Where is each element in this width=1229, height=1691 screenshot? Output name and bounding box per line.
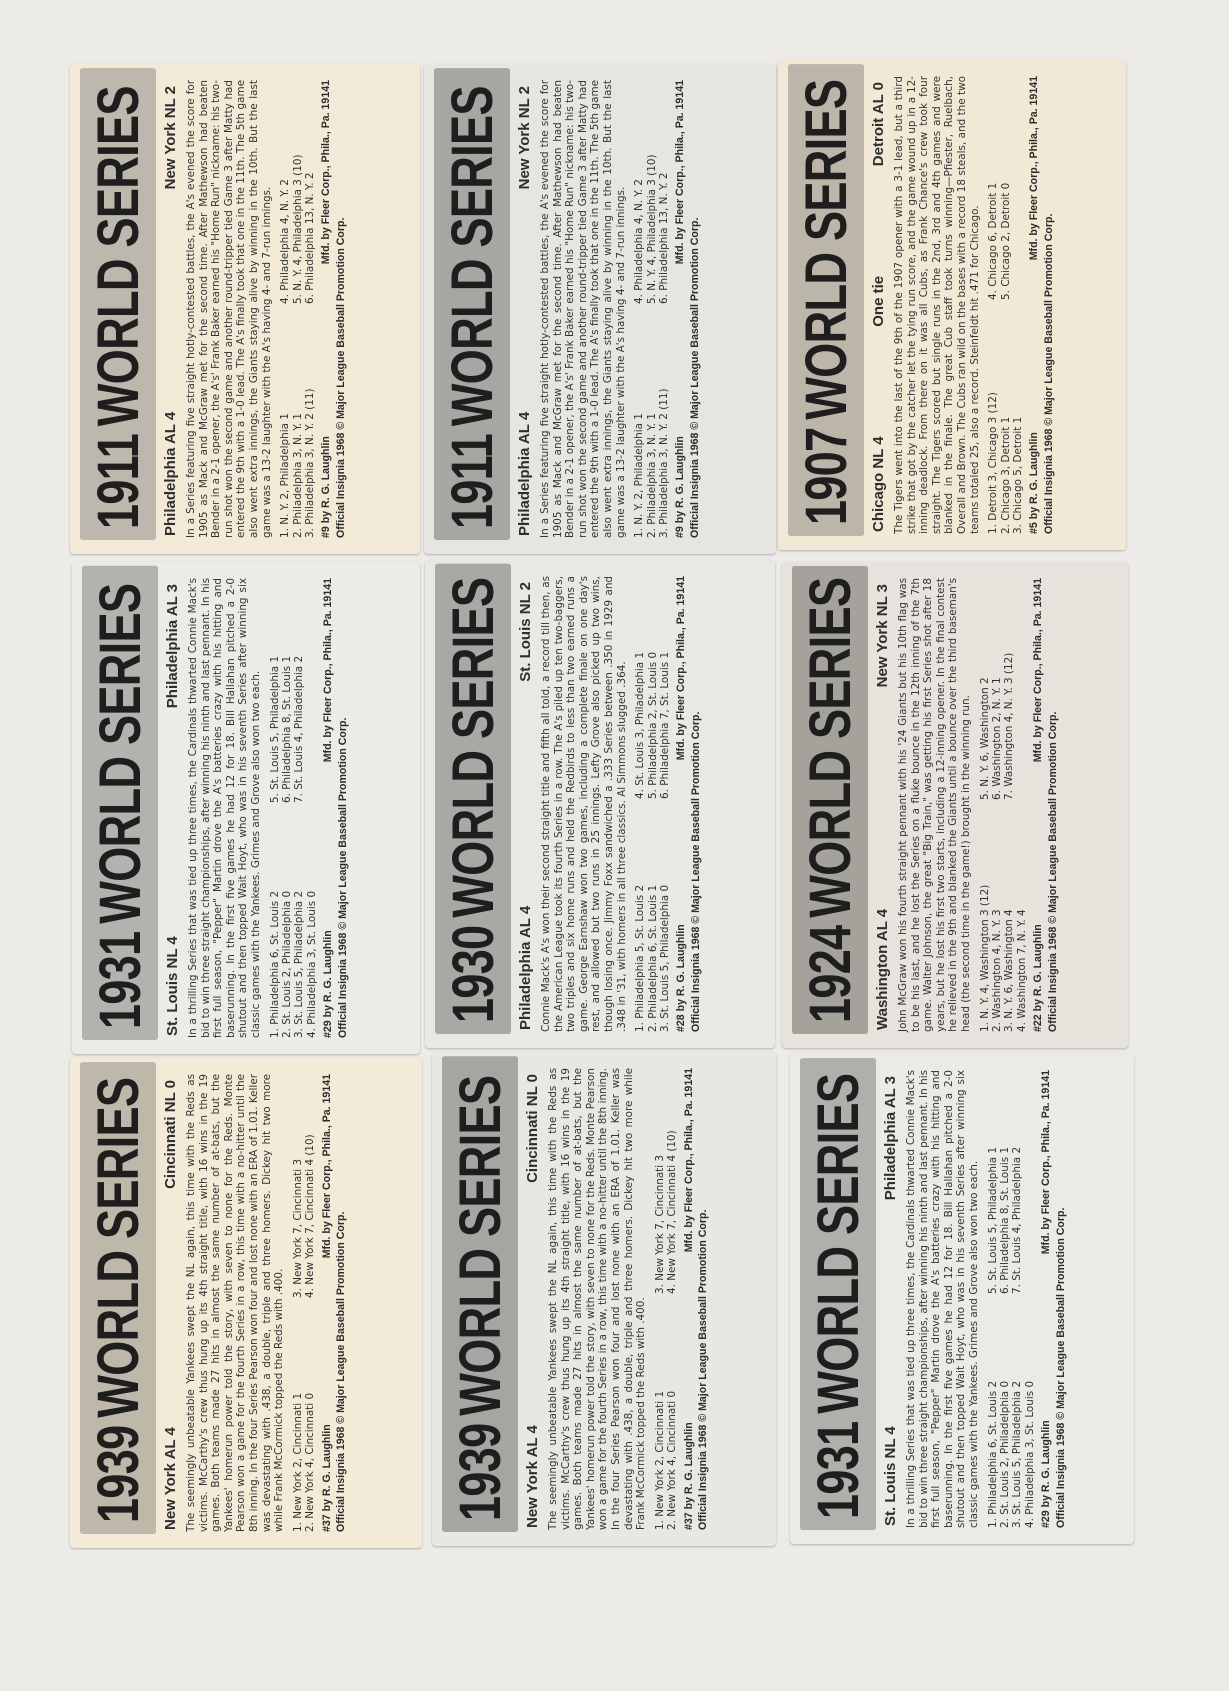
game-score: 4. Chicago 6, Detroit 1 <box>987 182 1000 300</box>
baseball-card <box>782 562 1128 1048</box>
game-score: 3. St. Louis 5, Philadelphia 0 <box>658 884 671 1032</box>
copyright-text: Official Insignia 1968 © Major League Baseball Promotion Corp. <box>334 217 347 538</box>
card-back-rotated <box>425 560 775 1048</box>
tie-note: One tie <box>870 275 887 327</box>
artist-credit: #5 by R. G. Laughlin <box>1028 432 1041 534</box>
game-scores <box>269 578 319 1038</box>
game-score: 2. Washington 4, N. Y. 3 <box>990 909 1003 1032</box>
card-credit <box>683 1068 696 1530</box>
team-results <box>870 82 887 532</box>
artist-credit: #37 by R. G. Laughlin <box>320 1424 333 1532</box>
winning-team: Washington AL 4 <box>874 908 891 1030</box>
losing-team: Detroit AL 0 <box>870 82 887 167</box>
series-year: 1939 <box>447 1423 513 1522</box>
card-back-rotated <box>790 1054 1134 1544</box>
copyright-line <box>337 578 350 1038</box>
series-title: WORLD SERIES <box>87 583 153 924</box>
game-score: 1. New York 2, Cincinnati 1 <box>653 1390 666 1530</box>
card-credit <box>675 576 688 1032</box>
card-back-rotated <box>72 562 420 1054</box>
game-scores <box>633 80 670 538</box>
winning-team: Philadelphia AL 4 <box>517 905 534 1030</box>
copyright-line <box>690 576 703 1032</box>
game-score: 3. St. Louis 5, Philadelphia 2 <box>1011 1380 1024 1528</box>
series-summary: In a Series featuring five straight hotly-contested battles, the A's evened the score for 1905 as Mack and McGraw met for the second time. After Mathewson had beaten Bender in a 2-1 opener, the A's' Frank Baker earned his "Home Run" nickname: his two-run shot won the second game and another round-tripper tied Game 3 after Matty had entered the 9th with a 1-0 lead. The A's finally took that one in the 11th. The 5th game also went extra innings, the Giants staying alive by winning in the 10th. But the last game was a 13-2 laughter with the A's having 4- and 7-run innings. <box>185 80 273 538</box>
card-credit <box>1032 578 1045 1032</box>
team-results <box>516 86 533 536</box>
manufacturer-credit: Mfd. by Fleer Corp., Phila., Pa. 19141 <box>674 80 687 265</box>
card-title-banner <box>80 68 156 540</box>
card-back-rotated <box>70 64 420 554</box>
game-score: 3. N. Y. 6, Washington 4 <box>1003 909 1016 1032</box>
game-score: 2. Philadelphia 3, N. Y. 1 <box>291 413 304 538</box>
card-back-rotated <box>778 60 1126 550</box>
series-year: 1939 <box>85 1425 151 1524</box>
baseball-card <box>790 1054 1134 1544</box>
copyright-line <box>335 80 348 538</box>
game-score: 7. St. Louis 4, Philadelphia 2 <box>293 655 306 803</box>
card-credit <box>321 1074 334 1532</box>
copyright-text: Official Insignia 1968 © Major League Baseball Promotion Corp. <box>689 711 702 1032</box>
game-score: 2. St. Louis 2, Philadelphia 0 <box>998 1380 1011 1528</box>
copyright-text: Official Insignia 1968 © Major League Baseball Promotion Corp. <box>688 217 701 538</box>
manufacturer-credit: Mfd. by Fleer Corp., Phila., Pa. 19141 <box>320 1074 333 1259</box>
losing-team: Cincinnati NL 0 <box>524 1074 541 1183</box>
series-title: WORLD SERIES <box>85 1077 151 1418</box>
artist-credit: #9 by R. G. Laughlin <box>320 436 333 538</box>
winning-team: St. Louis NL 4 <box>882 1426 899 1526</box>
team-results <box>874 584 891 1030</box>
team-results <box>162 1080 179 1530</box>
series-summary: In a Series featuring five straight hotly-contested battles, the A's evened the score for 1905 as Mack and McGraw met for the second time. After Mathewson had beaten Bender in a 2-1 opener, the A's' Frank Baker earned his "Home Run" nickname: his two-run shot won the second game and another round-tripper tied Game 3 after Matty had entered the 9th with a 1-0 lead. The A's finally took that one in the 11th. The 5th game also went extra innings, the Giants staying alive by winning in the 10th. But the last game was a 13-2 laughter with the A's having 4- and 7-run innings. <box>539 80 627 538</box>
game-score: 6. Philadelphia 8, St. Louis 1 <box>280 655 293 803</box>
game-score: 6. Philadelphia 13, N. Y. 2 <box>657 172 670 304</box>
losing-team: St. Louis NL 2 <box>517 582 534 682</box>
game-score: 1. Philadelphia 6, St. Louis 2 <box>268 890 281 1038</box>
baseball-card <box>72 562 420 1054</box>
game-scores <box>987 76 1024 534</box>
game-score: 3. St. Louis 5, Philadelphia 2 <box>293 890 306 1038</box>
team-results <box>162 86 179 536</box>
manufacturer-credit: Mfd. by Fleer Corp., Phila., Pa. 19141 <box>1040 1070 1053 1255</box>
artist-credit: #9 by R. G. Laughlin <box>674 436 687 538</box>
series-summary: The seemingly unbeatable Yankees swept the NL again, this time with the Reds as victims. McCarthy's crew thus hung up its 4th straight title, with 16 wins in the 19 games. Both teams made 27 hits in almost the same number of at-bats, but the Yankees' homerun power told the story, with seven to none for the Reds. Monte Pearson won a game for the fourth Series in a row, this time with a no-hitter until the 8th inning. In the four Series Pearson won four and lost none with an ERA of 1.01. Keller was devastating with .438, a double, triple and three homers. Dickey hit two more while Frank McCormick topped the Reds with .400. <box>547 1068 648 1530</box>
series-year: 1930 <box>440 925 506 1024</box>
game-score: 3. Philadelphia 3, N. Y. 2 (11) <box>303 388 316 538</box>
losing-team: Cincinnati NL 0 <box>162 1080 179 1189</box>
series-year: 1924 <box>797 925 863 1024</box>
game-score: 2. New York 4, Cincinnati 0 <box>304 1392 317 1532</box>
card-title-banner <box>434 68 510 540</box>
series-summary: The seemingly unbeatable Yankees swept the NL again, this time with the Reds as victims. McCarthy's crew thus hung up its 4th straight title, with 16 wins in the 19 games. Both teams made 27 hits in almost the same number of at-bats, but the Yankees' homerun power told the story, with seven to none for the Reds. Monte Pearson won a game for the fourth Series in a row, this time with a no-hitter until the 8th inning. In the four Series Pearson won four and lost none with an ERA of 1.01. Keller was devastating with .438, a double, triple and three homers. Dickey hit two more while Frank McCormick topped the Reds with .400. <box>185 1074 286 1532</box>
series-title: WORLD SERIES <box>440 577 506 918</box>
team-results <box>164 584 181 1036</box>
series-year: 1907 <box>793 427 859 526</box>
game-score: 4. Washington 7, N. Y. 4 <box>1015 909 1028 1032</box>
game-score: 6. Philadelphia 13, N. Y. 2 <box>303 172 316 304</box>
artist-credit: #22 by R. G. Laughlin <box>1032 924 1045 1032</box>
series-summary: Connie Mack's A's won their second straight title and fifth all told, a record till then, as the American League took its fourth Series in a row. The A's piled up ten two-baggers, two triples and six home runs and held the Redbirds to less than two earned runs a game. George Earnshaw won two games, including a complete finale on one day's rest, and allowed but two runs in 25 innings. Lefty Grove also picked up two wins, though losing once. Jimmy Foxx sandwiched a .333 Series between .350 in 1929 and .348 in '31, with homers in all three classics. Al Simmons slugged .364. <box>540 576 628 1032</box>
artist-credit: #29 by R. G. Laughlin <box>322 930 335 1038</box>
team-results <box>517 582 534 1030</box>
game-score: 4. New York 7, Cincinnati 4 (10) <box>304 1134 317 1298</box>
artist-credit: #29 by R. G. Laughlin <box>1040 1420 1053 1528</box>
game-score: 6. Washington 2, N. Y. 1 <box>990 677 1003 800</box>
losing-team: New York NL 2 <box>516 86 533 190</box>
series-summary: John McGraw won his fourth straight pennant with his '24 Giants but his 10th flag was to be his last, and he lost the Series on a fluke bounce in the 12th inning of the 7th game. Walter Johnson, the great "Big Train," was getting his first Series shot after 18 years, but he lost his first two starts, including a 12-inning opener. In the final contest he relieved in the 9th and blanked the Giants until a bounce over the third baseman's head (the second time in the game!) brought in the winning run. <box>897 578 972 1032</box>
copyright-text: Official Insignia 1968 © Major League Baseball Promotion Corp. <box>697 1209 710 1530</box>
game-score: 6. Philadelphia 8, St. Louis 1 <box>998 1146 1011 1294</box>
card-title-banner <box>82 566 158 1040</box>
game-score: 1. Detroit 3, Chicago 3 (12) <box>987 392 1000 534</box>
game-score: 1. N. Y. 2, Philadelphia 1 <box>633 413 646 538</box>
card-title-banner <box>442 1056 518 1532</box>
game-score <box>1016 578 1028 800</box>
copyright-line <box>335 1074 348 1532</box>
game-score: 4. Philadelphia 4, N. Y. 2 <box>633 179 646 304</box>
game-score <box>1024 1070 1036 1294</box>
game-score: 2. Chicago 3, Detroit 1 <box>999 416 1012 534</box>
series-summary: In a thrilling Series that was tied up three times, the Cardinals thwarted Connie Mack's bid to win three straight championships, after winning his ninth and last pennant. In his first full season, "Pepper" Martin drove the A's batteries crazy with his hitting and baserunning. In the first five games he had 12 for 18. Bill Hallahan pitched a 2-0 shutout and then topped Wait Hoyt, who was in his seventh Series after winning six classic games with the Yankees. Grimes and Grove also won two each. <box>905 1070 980 1528</box>
winning-team: Chicago NL 4 <box>870 436 887 532</box>
series-year: 1931 <box>805 1421 871 1520</box>
series-title: WORLD SERIES <box>85 86 151 427</box>
game-score: 1. Philadelphia 5, St. Louis 2 <box>634 884 647 1032</box>
game-scores <box>654 1068 679 1530</box>
losing-team: Philadelphia AL 3 <box>164 584 181 709</box>
manufacturer-credit: Mfd. by Fleer Corp., Phila., Pa. 19141 <box>675 576 688 761</box>
baseball-card <box>778 60 1126 550</box>
game-score: 7. St. Louis 4, Philadelphia 2 <box>1011 1146 1024 1294</box>
series-title: WORLD SERIES <box>805 1073 871 1414</box>
game-score: 2. Philadelphia 3, N. Y. 1 <box>645 413 658 538</box>
game-scores <box>979 578 1029 1032</box>
copyright-text: Official Insignia 1968 © Major League Baseball Promotion Corp. <box>336 717 349 1038</box>
game-scores <box>987 1070 1037 1528</box>
losing-team: Philadelphia AL 3 <box>882 1076 899 1201</box>
winning-team: St. Louis NL 4 <box>164 936 181 1036</box>
game-scores <box>292 1074 317 1532</box>
game-score: 2. New York 4, Cincinnati 0 <box>666 1390 679 1530</box>
game-score: 2. Philadelphia 6, St. Louis 1 <box>646 884 659 1032</box>
manufacturer-credit: Mfd. by Fleer Corp., Phila., Pa. 19141 <box>682 1068 695 1253</box>
card-title-banner <box>792 566 868 1034</box>
game-score: 4. New York 7, Cincinnati 4 (10) <box>666 1130 679 1294</box>
baseball-card <box>432 1052 776 1546</box>
game-score: 3. Philadelphia 3, N. Y. 2 (11) <box>657 388 670 538</box>
game-score: 1. N. Y. 4, Washington 3 (12) <box>978 884 991 1032</box>
card-title-banner <box>80 1062 156 1534</box>
game-score: 5. N. Y. 4, Philadelphia 3 (10) <box>291 154 304 304</box>
card-title-banner <box>788 64 864 536</box>
game-score: 3. New York 7, Cincinnati 3 <box>653 1154 666 1294</box>
game-score: 5. St. Louis 5, Philadelphia 1 <box>268 655 281 803</box>
manufacturer-credit: Mfd. by Fleer Corp., Phila., Pa. 19141 <box>322 578 335 763</box>
game-score: 7. Washington 4, N. Y. 3 (12) <box>1003 652 1016 800</box>
copyright-line <box>1047 578 1060 1032</box>
winning-team: New York AL 4 <box>162 1427 179 1530</box>
card-credit <box>320 80 333 538</box>
winning-team: Philadelphia AL 4 <box>516 411 533 536</box>
series-title: WORLD SERIES <box>439 86 505 427</box>
card-credit <box>322 578 335 1038</box>
copyright-text: Official Insignia 1968 © Major League Baseball Promotion Corp. <box>1042 213 1055 534</box>
copyright-text: Official Insignia 1968 © Major League Baseball Promotion Corp. <box>1054 1207 1067 1528</box>
game-score: 1. Philadelphia 6, St. Louis 2 <box>986 1380 999 1528</box>
copyright-line <box>689 80 702 538</box>
series-title: WORLD SERIES <box>797 577 863 918</box>
game-score: 4. Philadelphia 4, N. Y. 2 <box>279 179 292 304</box>
series-year: 1911 <box>439 434 505 530</box>
card-credit <box>1028 76 1041 534</box>
game-score: 5. Philadelphia 2, St. Louis 0 <box>646 651 659 799</box>
series-title: WORLD SERIES <box>447 1075 513 1416</box>
copyright-line <box>1055 1070 1068 1528</box>
game-score: 6. Philadelphia 7, St. Louis 1 <box>658 651 671 799</box>
artist-credit: #37 by R. G. Laughlin <box>682 1422 695 1530</box>
copyright-line <box>697 1068 710 1530</box>
copyright-text: Official Insignia 1968 © Major League Baseball Promotion Corp. <box>1046 711 1059 1032</box>
game-score: 1. New York 2, Cincinnati 1 <box>291 1392 304 1532</box>
game-score: 4. Philadelphia 3, St. Louis 0 <box>305 890 318 1038</box>
game-score <box>306 578 318 803</box>
winning-team: Philadelphia AL 4 <box>162 411 179 536</box>
game-score: 5. St. Louis 5, Philadelphia 1 <box>986 1146 999 1294</box>
game-score: 1. N. Y. 2, Philadelphia 1 <box>279 413 292 538</box>
losing-team: New York NL 2 <box>162 86 179 190</box>
card-title-banner <box>800 1058 876 1530</box>
game-scores <box>634 576 671 1032</box>
series-year: 1911 <box>85 434 151 530</box>
game-score: 5. Chicago 2, Detroit 0 <box>999 182 1012 300</box>
game-score: 2. St. Louis 2, Philadelphia 0 <box>280 890 293 1038</box>
copyright-text: Official Insignia 1968 © Major League Baseball Promotion Corp. <box>335 1211 348 1532</box>
copyright-line <box>1043 76 1056 534</box>
baseball-card <box>70 1058 422 1548</box>
game-score: 5. N. Y. 4, Philadelphia 3 (10) <box>645 154 658 304</box>
card-back-rotated <box>424 64 776 554</box>
game-score: 3. Chicago 5, Detroit 1 <box>1011 416 1024 534</box>
series-summary: In a thrilling Series that was tied up three times, the Cardinals thwarted Connie Mack's bid to win three straight championships, after winning his ninth and last pennant. In his first full season, "Pepper" Martin drove the A's batteries crazy with his hitting and baserunning. In the first five games he had 12 for 18. Bill Hallahan pitched a 2-0 shutout and then topped Wait Hoyt, who was in his seventh Series after winning six classic games with the Yankees. Grimes and Grove also won two each. <box>187 578 262 1038</box>
card-back-rotated <box>432 1052 776 1546</box>
card-title-banner <box>435 564 511 1034</box>
baseball-card <box>424 64 776 554</box>
baseball-card <box>70 64 420 554</box>
losing-team: New York NL 3 <box>874 584 891 688</box>
game-score: 4. Philadelphia 3, St. Louis 0 <box>1023 1380 1036 1528</box>
winning-team: New York AL 4 <box>524 1425 541 1528</box>
manufacturer-credit: Mfd. by Fleer Corp., Phila., Pa. 19141 <box>1032 578 1045 763</box>
team-results <box>882 1076 899 1526</box>
game-scores <box>279 80 316 538</box>
game-score: 3. New York 7, Cincinnati 3 <box>291 1158 304 1298</box>
card-credit <box>1040 1070 1053 1528</box>
series-summary: The Tigers went into the last of the 9th of the 1907 opener with a 3-1 lead, but a third strike that got by the catcher let the tying run score, and the game wound up in a 12-inning deadlock. From there on it was all Cubs, as Frank Chance's crew took four straight. The Tigers scored but single runs in the 2nd, 3rd and 4th games and were blanked in the finale. The great Cub staff took turns winning—Pfiester, Ruelbach, Overall and Brown. The Cubs ran wild on the bases with a record 18 steals, and the two teams totaled 25, also a record. Steinfeldt hit .471 for Chicago. <box>893 76 981 534</box>
artist-credit: #28 by R. G. Laughlin <box>675 924 688 1032</box>
team-results <box>524 1074 541 1528</box>
card-credit <box>674 80 687 538</box>
series-year: 1931 <box>87 931 153 1030</box>
game-score: 5. N. Y. 6, Washington 2 <box>978 677 991 800</box>
card-back-rotated <box>70 1058 422 1548</box>
manufacturer-credit: Mfd. by Fleer Corp., Phila., Pa. 19141 <box>320 80 333 265</box>
game-score <box>1012 76 1024 300</box>
manufacturer-credit: Mfd. by Fleer Corp., Phila., Pa. 19141 <box>1028 76 1041 261</box>
game-score: 4. St. Louis 3, Philadelphia 1 <box>634 651 647 799</box>
series-title: WORLD SERIES <box>793 79 859 420</box>
card-back-rotated <box>782 562 1128 1048</box>
baseball-card <box>425 560 775 1048</box>
